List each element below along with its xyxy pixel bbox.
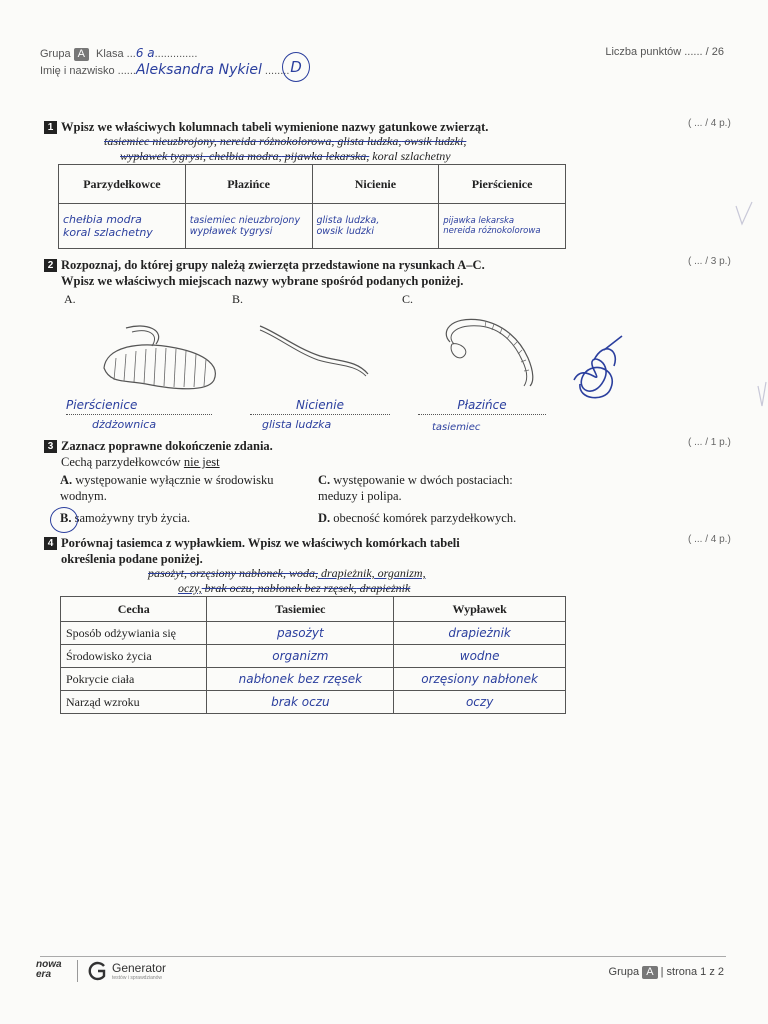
option-a[interactable]: A. występowanie wyłącznie w środowisku wodnym. [60, 473, 274, 503]
footer-group-badge: A [642, 966, 657, 979]
answer-cell[interactable]: pijawka lekarska nereida różnokolorowa [439, 204, 566, 249]
class-value: 6 a [135, 46, 155, 60]
student-name: Aleksandra Nykiel [135, 62, 262, 78]
answer-cell[interactable]: drapieżnik [394, 622, 566, 645]
answer-cell[interactable]: pasożyt [207, 622, 394, 645]
drawing-label-c: C. [402, 292, 414, 306]
circled-variant: D [282, 52, 310, 82]
generator-subtitle: testów i sprawdzianów [112, 975, 163, 981]
roundworm-drawing [256, 318, 376, 382]
footer-separator [77, 960, 78, 982]
answer-cell[interactable]: oczy [394, 691, 566, 714]
answer-c-line[interactable]: Płazińce [418, 396, 546, 415]
question-4: 4 Porównaj tasiemca z wypławkiem. Wpisz we właściwych komórkach tabeli określenia podane poniżej. [44, 534, 460, 567]
feature-cell: Sposób odżywiania się [61, 622, 207, 645]
question-number: 3 [44, 440, 57, 453]
answer-a-line[interactable]: Pierścienice [66, 396, 212, 415]
answer-cell[interactable]: orzęsiony nabłonek [394, 668, 566, 691]
note-c: tasiemiec [432, 422, 481, 433]
scribble-mark [564, 330, 632, 412]
nowa-era-logo: nowa era [36, 959, 62, 980]
selected-answer-circle [50, 507, 78, 533]
generator-logo-icon [86, 960, 108, 982]
column-header: Tasiemiec [207, 597, 394, 622]
question-number: 4 [44, 537, 57, 550]
generator-title: Generator [112, 961, 167, 975]
q1-table [58, 164, 566, 249]
group-line: Grupa A Klasa ...6 a.............. [40, 46, 198, 60]
answer-cell[interactable]: nabłonek bez rzęsek [207, 668, 394, 691]
question-text: Wpisz we właściwych kolumnach tabeli wymienione nazwy gatunkowe zwierząt. [61, 120, 489, 134]
column-header: Cecha [61, 597, 207, 622]
note-a: dżdżownica [92, 418, 157, 431]
q4-table [60, 596, 566, 714]
feature-cell: Pokrycie ciała [61, 668, 207, 691]
q1-options-line2: wypławek tygrysi, chełbia modra, pijawka lekarska, koral szlachetny [120, 149, 451, 163]
option-b[interactable]: B. samożywny tryb życia. [60, 511, 191, 525]
question-2: 2 Rozpoznaj, do której grupy należą zwierzęta przedstawione na rysunkach A–C. Wpisz we właściwych miejscach nazwy wybrane spośród podanych poniżej. [44, 256, 485, 289]
answer-b-line[interactable]: Nicienie [250, 396, 390, 415]
question-3-points: ( ... / 1 p.) [688, 437, 731, 448]
answer-cell[interactable]: chełbia modra koral szlachetny [59, 204, 186, 249]
column-header: Pierścienice [439, 165, 566, 204]
drawing-label-b: B. [232, 292, 244, 306]
tapeworm-drawing [430, 312, 550, 392]
question-4-points: ( ... / 4 p.) [688, 534, 731, 545]
q1-options-line1: tasiemiec nieuzbrojony, nereida różnokolorowa, glista ludzka, owsik ludzki, [104, 134, 467, 148]
question-number: 1 [44, 121, 57, 134]
earthworm-drawing [96, 318, 228, 398]
column-header: Nicienie [312, 165, 439, 204]
answer-cell[interactable]: tasiemiec nieuzbrojony wypławek tygrysi [185, 204, 312, 249]
answer-cell[interactable]: glista ludzka, owsik ludzki [312, 204, 439, 249]
question-3: 3 Zaznacz poprawne dokończenie zdania. Cechą parzydełkowców nie jest [44, 437, 273, 470]
points-total: Liczba punktów ...... / 26 [605, 46, 724, 58]
table-row [61, 691, 566, 714]
q4-options-line1: pasożyt, orzęsiony nabłonek, woda, drapieżnik, organizm, [148, 566, 426, 580]
check-mark-icon [734, 200, 754, 228]
drawing-label-a: A. [64, 292, 76, 306]
footer-divider [40, 956, 726, 957]
answer-cell[interactable]: organizm [207, 645, 394, 668]
name-line: Imię i nazwisko ......Aleksandra Nykiel ........ [40, 62, 290, 78]
page-indicator: Grupa A | strona 1 z 2 [608, 966, 724, 978]
question-2-points: ( ... / 3 p.) [688, 256, 731, 267]
table-row [61, 668, 566, 691]
table-row [61, 645, 566, 668]
column-header: Płazińce [185, 165, 312, 204]
question-number: 2 [44, 259, 57, 272]
feature-cell: Narząd wzroku [61, 691, 207, 714]
table-row [61, 622, 566, 645]
question-1-points: ( ... / 4 p.) [688, 118, 731, 129]
column-header: Parzydełkowce [59, 165, 186, 204]
check-mark-icon [756, 380, 768, 410]
answer-cell[interactable]: brak oczu [207, 691, 394, 714]
column-header: Wypławek [394, 597, 566, 622]
option-d[interactable]: D. obecność komórek parzydełkowych. [318, 511, 517, 525]
q4-options-line2: oczy, brak oczu, nabłonek bez rzęsek, drapieżnik [178, 581, 411, 595]
option-c[interactable]: C. występowanie w dwóch postaciach: meduzy i polipa. [318, 473, 513, 503]
group-badge: A [74, 48, 89, 61]
feature-cell: Środowisko życia [61, 645, 207, 668]
note-b: glista ludzka [262, 418, 332, 431]
answer-cell[interactable]: wodne [394, 645, 566, 668]
